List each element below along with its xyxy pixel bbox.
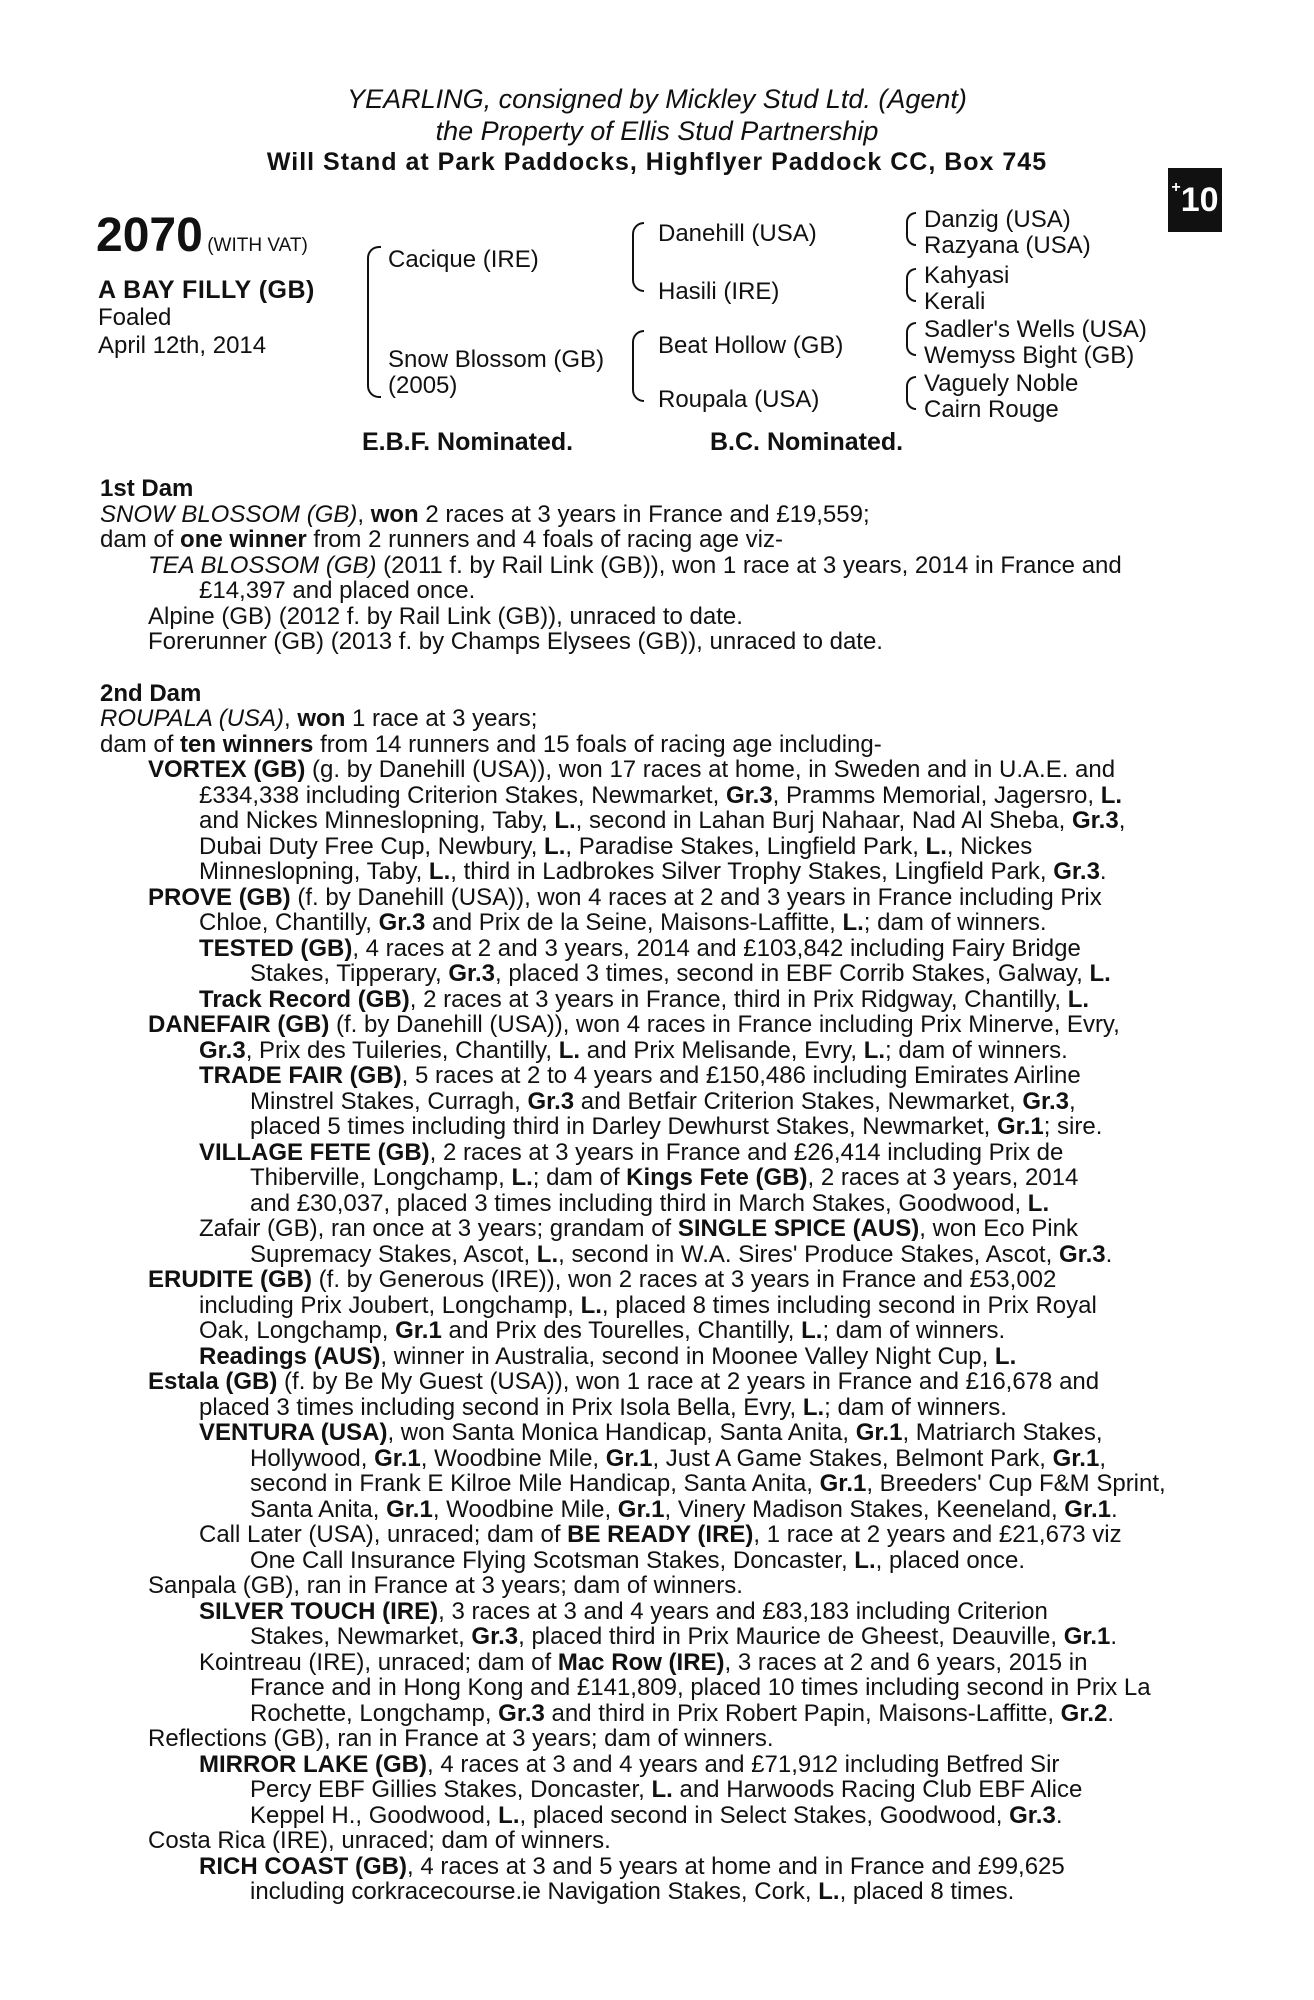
text-run: Gr.2: [1060, 1699, 1108, 1727]
text-run: , Nickes: [946, 832, 1033, 860]
text-run: L.: [1100, 781, 1123, 809]
lot-number-block: [96, 208, 308, 263]
text-line: [199, 834, 1202, 860]
pedigree-dss: Sadler's Wells (USA): [924, 316, 1147, 343]
pedigree-bracket-dam: [632, 330, 644, 402]
text-run: , Prix des Tuileries, Chantilly,: [245, 1036, 559, 1064]
text-run: Gr.3: [378, 909, 426, 936]
text-run: Gr.3: [1071, 807, 1119, 834]
text-run: , placed once.: [875, 1546, 1026, 1574]
text-run: Gr.3: [1022, 1087, 1070, 1115]
text-run: from 2 runners and 4 foals of racing age viz-: [306, 526, 783, 553]
pedigree-sire-sire: Danehill (USA): [658, 220, 817, 247]
text-run: Costa Rica (IRE), unraced; dam of winners.: [148, 1827, 611, 1854]
text-run: Gr.3: [1053, 858, 1100, 885]
text-run: ; dam of winners.: [863, 909, 1047, 936]
text-run: Forerunner (GB) (2013 f. by Champs Elysees (GB)), unraced to date.: [148, 628, 883, 655]
text-run: , Woodbine Mile,: [420, 1444, 606, 1472]
text-run: Readings (AUS): [199, 1342, 381, 1370]
text-run: L.: [925, 832, 947, 860]
text-run: Gr.1: [386, 1495, 433, 1523]
text-run: and third in Prix Robert Papin, Maisons-Laffitte,: [544, 1699, 1061, 1727]
text-run: .: [1111, 1495, 1118, 1523]
text-line: [250, 1777, 1202, 1803]
pedigree-bracket-sire: [632, 222, 644, 292]
text-line: [199, 1216, 1202, 1242]
text-run: VILLAGE FETE (GB): [199, 1138, 430, 1166]
text-line: [148, 885, 1202, 911]
text-run: , Matriarch Stakes,: [902, 1419, 1103, 1446]
text-line: [199, 578, 1202, 604]
text-run: ,: [357, 500, 371, 528]
text-run: , winner in Australia, second in Moonee Valley Night Cup,: [380, 1342, 995, 1370]
stand-location-line: Will Stand at Park Paddocks, Highflyer Paddock CC, Box 745: [266, 148, 1048, 176]
text-run: DANEFAIR (GB): [148, 1011, 330, 1038]
text-run: L.: [994, 1342, 1017, 1370]
text-line: [148, 1726, 1202, 1752]
text-run: , Pramms Memorial, Jagersro,: [772, 781, 1101, 809]
text-run: Gr.3: [1009, 1801, 1056, 1829]
pedigree-sss: Danzig (USA): [924, 206, 1071, 233]
text-line: [199, 859, 1202, 885]
pedigree-dam-sire: Beat Hollow (GB): [658, 332, 844, 359]
foaled-label: Foaled: [98, 304, 172, 331]
text-run: , Just A Game Stakes, Belmont Park,: [652, 1444, 1053, 1472]
text-run: Reflections (GB), ran in France at 3 years; dam of winners.: [148, 1725, 774, 1752]
text-run: (f. by Danehill (USA)), won 4 races in France including Prix Minerve, Evry,: [329, 1011, 1120, 1038]
text-run: , placed second in Select Stakes, Goodwood,: [519, 1801, 1010, 1829]
first-dam-lines: [100, 502, 1202, 655]
pedigree-ddd: Cairn Rouge: [924, 396, 1059, 423]
ebf-nomination: E.B.F. Nominated.: [362, 428, 574, 456]
text-run: 1 race at 3 years;: [345, 705, 538, 732]
text-run: ,: [1069, 1087, 1076, 1115]
text-run: placed 5 times including third in Darley Dewhurst Stakes, Newmarket,: [250, 1113, 997, 1140]
text-line: [250, 1803, 1202, 1829]
text-run: won: [297, 705, 346, 732]
text-run: .: [1055, 1801, 1063, 1829]
text-run: Oak, Longchamp,: [199, 1317, 396, 1344]
text-line: [148, 1369, 1202, 1395]
text-line: [148, 1828, 1202, 1854]
text-run: Estala (GB): [148, 1368, 278, 1395]
text-run: Gr.3: [471, 1623, 519, 1650]
text-line: [199, 1752, 1202, 1778]
text-run: .: [1105, 1240, 1113, 1268]
text-run: Alpine (GB) (2012 f. by Rail Link (GB)), unraced to date.: [148, 602, 743, 630]
text-run: Gr.1: [1063, 1623, 1111, 1650]
text-line: [148, 1012, 1202, 1038]
text-run: (f. by Be My Guest (USA)), won 1 race at 2 years in France and £16,678 and: [277, 1368, 1100, 1395]
text-run: and Prix des Tourelles, Chantilly,: [441, 1317, 802, 1344]
text-run: , 2 races at 3 years, 2014: [807, 1164, 1079, 1191]
text-run: Gr.1: [395, 1317, 442, 1344]
text-run: L.: [802, 1393, 825, 1421]
text-run: Mac Row (IRE): [557, 1648, 725, 1676]
text-line: [100, 502, 1202, 528]
text-run: ; dam of winners.: [824, 1393, 1007, 1421]
second-dam-heading: 2nd Dam: [100, 679, 202, 707]
text-line: [199, 808, 1202, 834]
text-line: [250, 1446, 1202, 1472]
text-run: ; sire.: [1043, 1113, 1103, 1140]
text-run: Gr.3: [448, 960, 496, 987]
text-run: and Nickes Minneslopning, Taby,: [199, 807, 555, 834]
first-dam-heading: 1st Dam: [100, 475, 194, 502]
text-run: , won Santa Monica Handicap, Santa Anita,: [387, 1419, 856, 1446]
text-run: RICH COAST (GB): [199, 1852, 407, 1880]
text-run: Gr.3: [498, 1699, 545, 1727]
text-run: (f. by Danehill (USA)), won 4 races at 2 and 3 years in France including Prix: [290, 883, 1102, 911]
pedigree-sire: Cacique (IRE): [388, 246, 539, 273]
text-run: L.: [842, 909, 864, 936]
text-run: £334,338 including Criterion Stakes, Newmarket,: [199, 781, 726, 809]
text-run: Percy EBF Gillies Stakes, Doncaster,: [250, 1776, 652, 1803]
text-run: , 3 races at 3 and 4 years and £83,183 including Criterion: [438, 1597, 1048, 1625]
text-run: ERUDITE (GB): [148, 1266, 312, 1293]
text-line: [199, 1599, 1202, 1625]
text-line: [199, 1063, 1202, 1089]
text-line: [148, 1267, 1202, 1293]
text-run: Rochette, Longchamp,: [250, 1699, 499, 1727]
text-run: Gr.1: [617, 1495, 665, 1523]
text-line: [199, 1344, 1202, 1370]
text-run: Santa Anita,: [250, 1495, 387, 1523]
text-run: ; dam of winners.: [822, 1317, 1006, 1344]
text-run: , 5 races at 2 to 4 years and £150,486 including Emirates Airline: [401, 1062, 1081, 1089]
text-run: Keppel H., Goodwood,: [250, 1801, 499, 1829]
text-run: , Paradise Stakes, Lingfield Park,: [565, 832, 926, 860]
text-run: SILVER TOUCH (IRE): [199, 1597, 439, 1625]
text-line: [250, 1114, 1202, 1140]
text-run: TESTED (GB): [199, 934, 353, 962]
text-run: , Woodbine Mile,: [432, 1495, 618, 1523]
pedigree-dam-dam: Roupala (USA): [658, 386, 820, 413]
text-run: including Prix Joubert, Longchamp,: [199, 1291, 581, 1319]
text-run: (g. by Danehill (USA)), won 17 races at home, in Sweden and in U.A.E. and: [305, 756, 1116, 783]
text-line: [199, 1650, 1202, 1676]
text-run: France and in Hong Kong and £141,809, placed 10 times including second in Prix La: [250, 1674, 1151, 1701]
text-run: L.: [536, 1240, 559, 1268]
text-run: and £30,037, placed 3 times including third in March Stakes, Goodwood,: [250, 1189, 1028, 1217]
text-run: (f. by Generous (IRE)), won 2 races at 3 years in France and £53,002: [312, 1266, 1057, 1293]
text-run: L.: [558, 1036, 581, 1064]
pedigree-sire-dam: Hasili (IRE): [658, 278, 780, 305]
pedigree-bracket-ds: [906, 322, 916, 356]
text-line: [199, 1522, 1202, 1548]
text-run: L.: [498, 1801, 520, 1829]
text-run: , second in Lahan Burj Nahaar, Nad Al Sheba,: [575, 807, 1072, 834]
text-run: dam of: [100, 526, 181, 553]
text-run: .: [1099, 858, 1107, 885]
pedigree-dam: Snow Blossom (GB): [388, 346, 605, 373]
text-line: [199, 987, 1202, 1013]
text-line: [250, 1548, 1202, 1574]
text-line: [250, 1242, 1202, 1268]
text-run: second in Frank E Kilroe Mile Handicap, Santa Anita,: [250, 1470, 820, 1497]
text-run: , placed 3 times, second in EBF Corrib Stakes, Galway,: [495, 960, 1090, 987]
text-run: and Harwoods Racing Club EBF Alice: [672, 1776, 1083, 1803]
text-run: , placed 8 times including second in Prix Royal: [601, 1291, 1097, 1319]
horse-name: A BAY FILLY (GB): [98, 276, 315, 304]
pedigree-bracket-ss: [906, 212, 916, 246]
text-run: , placed third in Prix Maurice de Gheest, Deauville,: [518, 1623, 1064, 1650]
pedigree-bracket-sd: [906, 268, 916, 302]
text-run: .: [1110, 1623, 1118, 1650]
text-run: .: [1107, 1699, 1115, 1727]
text-run: MIRROR LAKE (GB): [199, 1750, 427, 1778]
text-line: [250, 1471, 1202, 1497]
text-run: Gr.3: [725, 781, 773, 809]
text-line: [250, 1675, 1202, 1701]
text-line: [250, 961, 1202, 987]
text-run: Gr.3: [1058, 1240, 1106, 1268]
text-run: Gr.1: [374, 1444, 421, 1472]
text-line: [148, 553, 1202, 579]
text-run: ; dam of winners.: [885, 1036, 1068, 1064]
text-run: from 14 runners and 15 foals of racing age including-: [313, 730, 882, 758]
text-run: Call Later (USA), unraced; dam of: [199, 1521, 568, 1548]
text-line: [250, 1165, 1202, 1191]
pedigree-dsd: Wemyss Bight (GB): [924, 342, 1135, 369]
text-run: Thiberville, Longchamp,: [250, 1164, 512, 1191]
text-run: L.: [580, 1291, 602, 1319]
bc-nomination: B.C. Nominated.: [710, 428, 904, 456]
text-run: L.: [854, 1546, 876, 1574]
text-run: 2 races at 3 years in France and £19,559;: [418, 500, 870, 528]
text-run: one winner: [180, 526, 307, 553]
text-run: Sanpala (GB), ran in France at 3 years; dam of winners.: [148, 1572, 743, 1599]
text-run: L.: [1067, 985, 1090, 1013]
text-run: dam of: [100, 730, 181, 758]
text-run: TEA BLOSSOM (GB): [148, 551, 377, 579]
second-dam-lines: [100, 706, 1202, 1905]
text-line: [199, 1140, 1202, 1166]
text-run: Gr.3: [527, 1087, 575, 1115]
text-line: [199, 1420, 1202, 1446]
text-line: [199, 1318, 1202, 1344]
text-run: PROVE (GB): [148, 883, 291, 911]
text-run: Gr.1: [1052, 1444, 1100, 1472]
text-run: Kointreau (IRE), unraced; dam of: [199, 1648, 558, 1676]
text-run: placed 3 times including second in Prix Isola Bella, Evry,: [199, 1393, 803, 1421]
text-run: VORTEX (GB): [148, 756, 306, 783]
text-run: Zafair (GB), ran once at 3 years; grandam of: [199, 1215, 678, 1242]
text-run: L.: [801, 1317, 823, 1344]
consignment-line: YEARLING, consigned by Mickley Stud Ltd. (Agent): [347, 84, 967, 114]
text-run: , 1 race at 2 years and £21,673 viz: [753, 1521, 1122, 1548]
pedigree-sds: Kahyasi: [924, 262, 1010, 289]
text-line: [148, 604, 1202, 630]
text-run: Track Record (GB): [199, 985, 410, 1013]
vat-label: (WITH VAT): [207, 235, 308, 256]
text-run: and Prix de la Seine, Maisons-Laffitte,: [425, 909, 843, 936]
produce-record: [100, 476, 1202, 1905]
property-line: the Property of Ellis Stud Partnership: [435, 116, 879, 146]
text-line: [199, 1854, 1202, 1880]
pedigree-dds: Vaguely Noble: [924, 370, 1079, 397]
pedigree-bracket-dd: [906, 376, 916, 410]
text-run: won: [370, 500, 419, 528]
text-run: Gr.1: [605, 1444, 653, 1472]
text-run: ten winners: [180, 730, 314, 758]
text-run: and Prix Melisande, Evry,: [580, 1036, 864, 1064]
text-run: and Betfair Criterion Stakes, Newmarket,: [574, 1087, 1023, 1115]
text-run: L.: [1027, 1189, 1050, 1217]
text-run: SINGLE SPICE (AUS): [677, 1215, 920, 1242]
text-run: Stakes, Tipperary,: [250, 960, 449, 987]
text-run: Hollywood,: [250, 1444, 375, 1472]
text-run: , won Eco Pink: [919, 1215, 1078, 1242]
text-run: , 3 races at 2 and 6 years, 2015 in: [724, 1648, 1088, 1676]
text-run: ROUPALA (USA): [100, 705, 285, 732]
text-line: [100, 706, 1202, 732]
text-run: ,: [1118, 807, 1126, 834]
text-run: ; dam of: [532, 1164, 627, 1191]
text-run: Stakes, Newmarket,: [250, 1623, 472, 1650]
text-line: [250, 1497, 1202, 1523]
lot-number: 2070: [96, 209, 203, 262]
text-run: , Vinery Madison Stakes, Keeneland,: [664, 1495, 1065, 1523]
text-line: [148, 629, 1202, 655]
text-run: BE READY (IRE): [567, 1521, 754, 1548]
text-run: TRADE FAIR (GB): [199, 1062, 402, 1089]
text-line: [250, 1879, 1202, 1905]
text-run: L.: [818, 1878, 840, 1905]
text-run: L.: [1089, 960, 1111, 987]
text-run: Minstrel Stakes, Curragh,: [250, 1087, 528, 1115]
text-run: L.: [863, 1036, 886, 1064]
text-run: One Call Insurance Flying Scotsman Stakes, Doncaster,: [250, 1546, 855, 1574]
text-line: [250, 1624, 1202, 1650]
text-line: [199, 1293, 1202, 1319]
text-line: [199, 1038, 1202, 1064]
text-line: [100, 732, 1202, 758]
pedigree-dam-year: (2005): [388, 372, 458, 399]
foaled-date: April 12th, 2014: [98, 332, 267, 359]
text-run: , second in W.A. Sires' Produce Stakes, Ascot,: [558, 1240, 1059, 1268]
text-run: £14,397 and placed once.: [199, 577, 476, 604]
pedigree-sdd: Kerali: [924, 288, 986, 315]
text-run: Gr.1: [855, 1419, 903, 1446]
text-line: [199, 783, 1202, 809]
text-run: VENTURA (USA): [199, 1419, 388, 1446]
text-run: L.: [544, 832, 566, 860]
text-run: SNOW BLOSSOM (GB): [100, 500, 358, 528]
text-run: including corkracecourse.ie Navigation Stakes, Cork,: [250, 1878, 819, 1905]
text-line: [199, 1395, 1202, 1421]
text-run: Gr.1: [819, 1470, 867, 1497]
text-run: , third in Ladbrokes Silver Trophy Stakes, Lingfield Park,: [450, 858, 1054, 885]
text-run: ,: [284, 705, 298, 732]
text-run: , 4 races at 3 and 5 years at home and in France and £99,625: [406, 1852, 1065, 1880]
text-run: L.: [651, 1776, 673, 1803]
vat-badge-icon: + 10: [1168, 168, 1222, 232]
text-line: [148, 1573, 1202, 1599]
text-line: [250, 1701, 1202, 1727]
text-run: Kings Fete (GB): [626, 1164, 808, 1191]
pedigree-bracket-gen1: [367, 246, 381, 398]
pedigree-ssd: Razyana (USA): [924, 232, 1091, 259]
text-run: , 4 races at 3 and 4 years and £71,912 including Betfred Sir: [426, 1750, 1060, 1778]
text-run: Dubai Duty Free Cup, Newbury,: [199, 832, 545, 860]
text-run: , 2 races at 3 years in France and £26,414 including Prix de: [429, 1138, 1064, 1166]
text-line: [199, 910, 1202, 936]
text-line: [199, 936, 1202, 962]
text-run: Gr.1: [996, 1113, 1044, 1140]
text-run: , 2 races at 3 years in France, third in Prix Ridgway, Chantilly,: [409, 985, 1068, 1013]
text-run: , placed 8 times.: [839, 1878, 1015, 1905]
text-line: [100, 527, 1202, 553]
text-run: Gr.1: [1064, 1495, 1111, 1523]
text-run: L.: [554, 807, 576, 834]
text-run: (2011 f. by Rail Link (GB)), won 1 race at 3 years, 2014 in France and: [376, 551, 1122, 579]
text-run: Minneslopning, Taby,: [199, 858, 429, 885]
text-run: Gr.3: [199, 1036, 246, 1064]
text-line: [250, 1191, 1202, 1217]
text-line: [148, 757, 1202, 783]
text-run: L.: [511, 1164, 533, 1191]
text-run: , 4 races at 2 and 3 years, 2014 and £103,842 including Fairy Bridge: [352, 934, 1081, 962]
text-run: , Breeders' Cup F&M Sprint,: [866, 1470, 1166, 1497]
text-run: Chloe, Chantilly,: [199, 909, 379, 936]
text-line: [250, 1089, 1202, 1115]
text-run: L.: [428, 858, 451, 885]
text-run: ,: [1099, 1444, 1106, 1472]
text-run: Supremacy Stakes, Ascot,: [250, 1240, 537, 1268]
